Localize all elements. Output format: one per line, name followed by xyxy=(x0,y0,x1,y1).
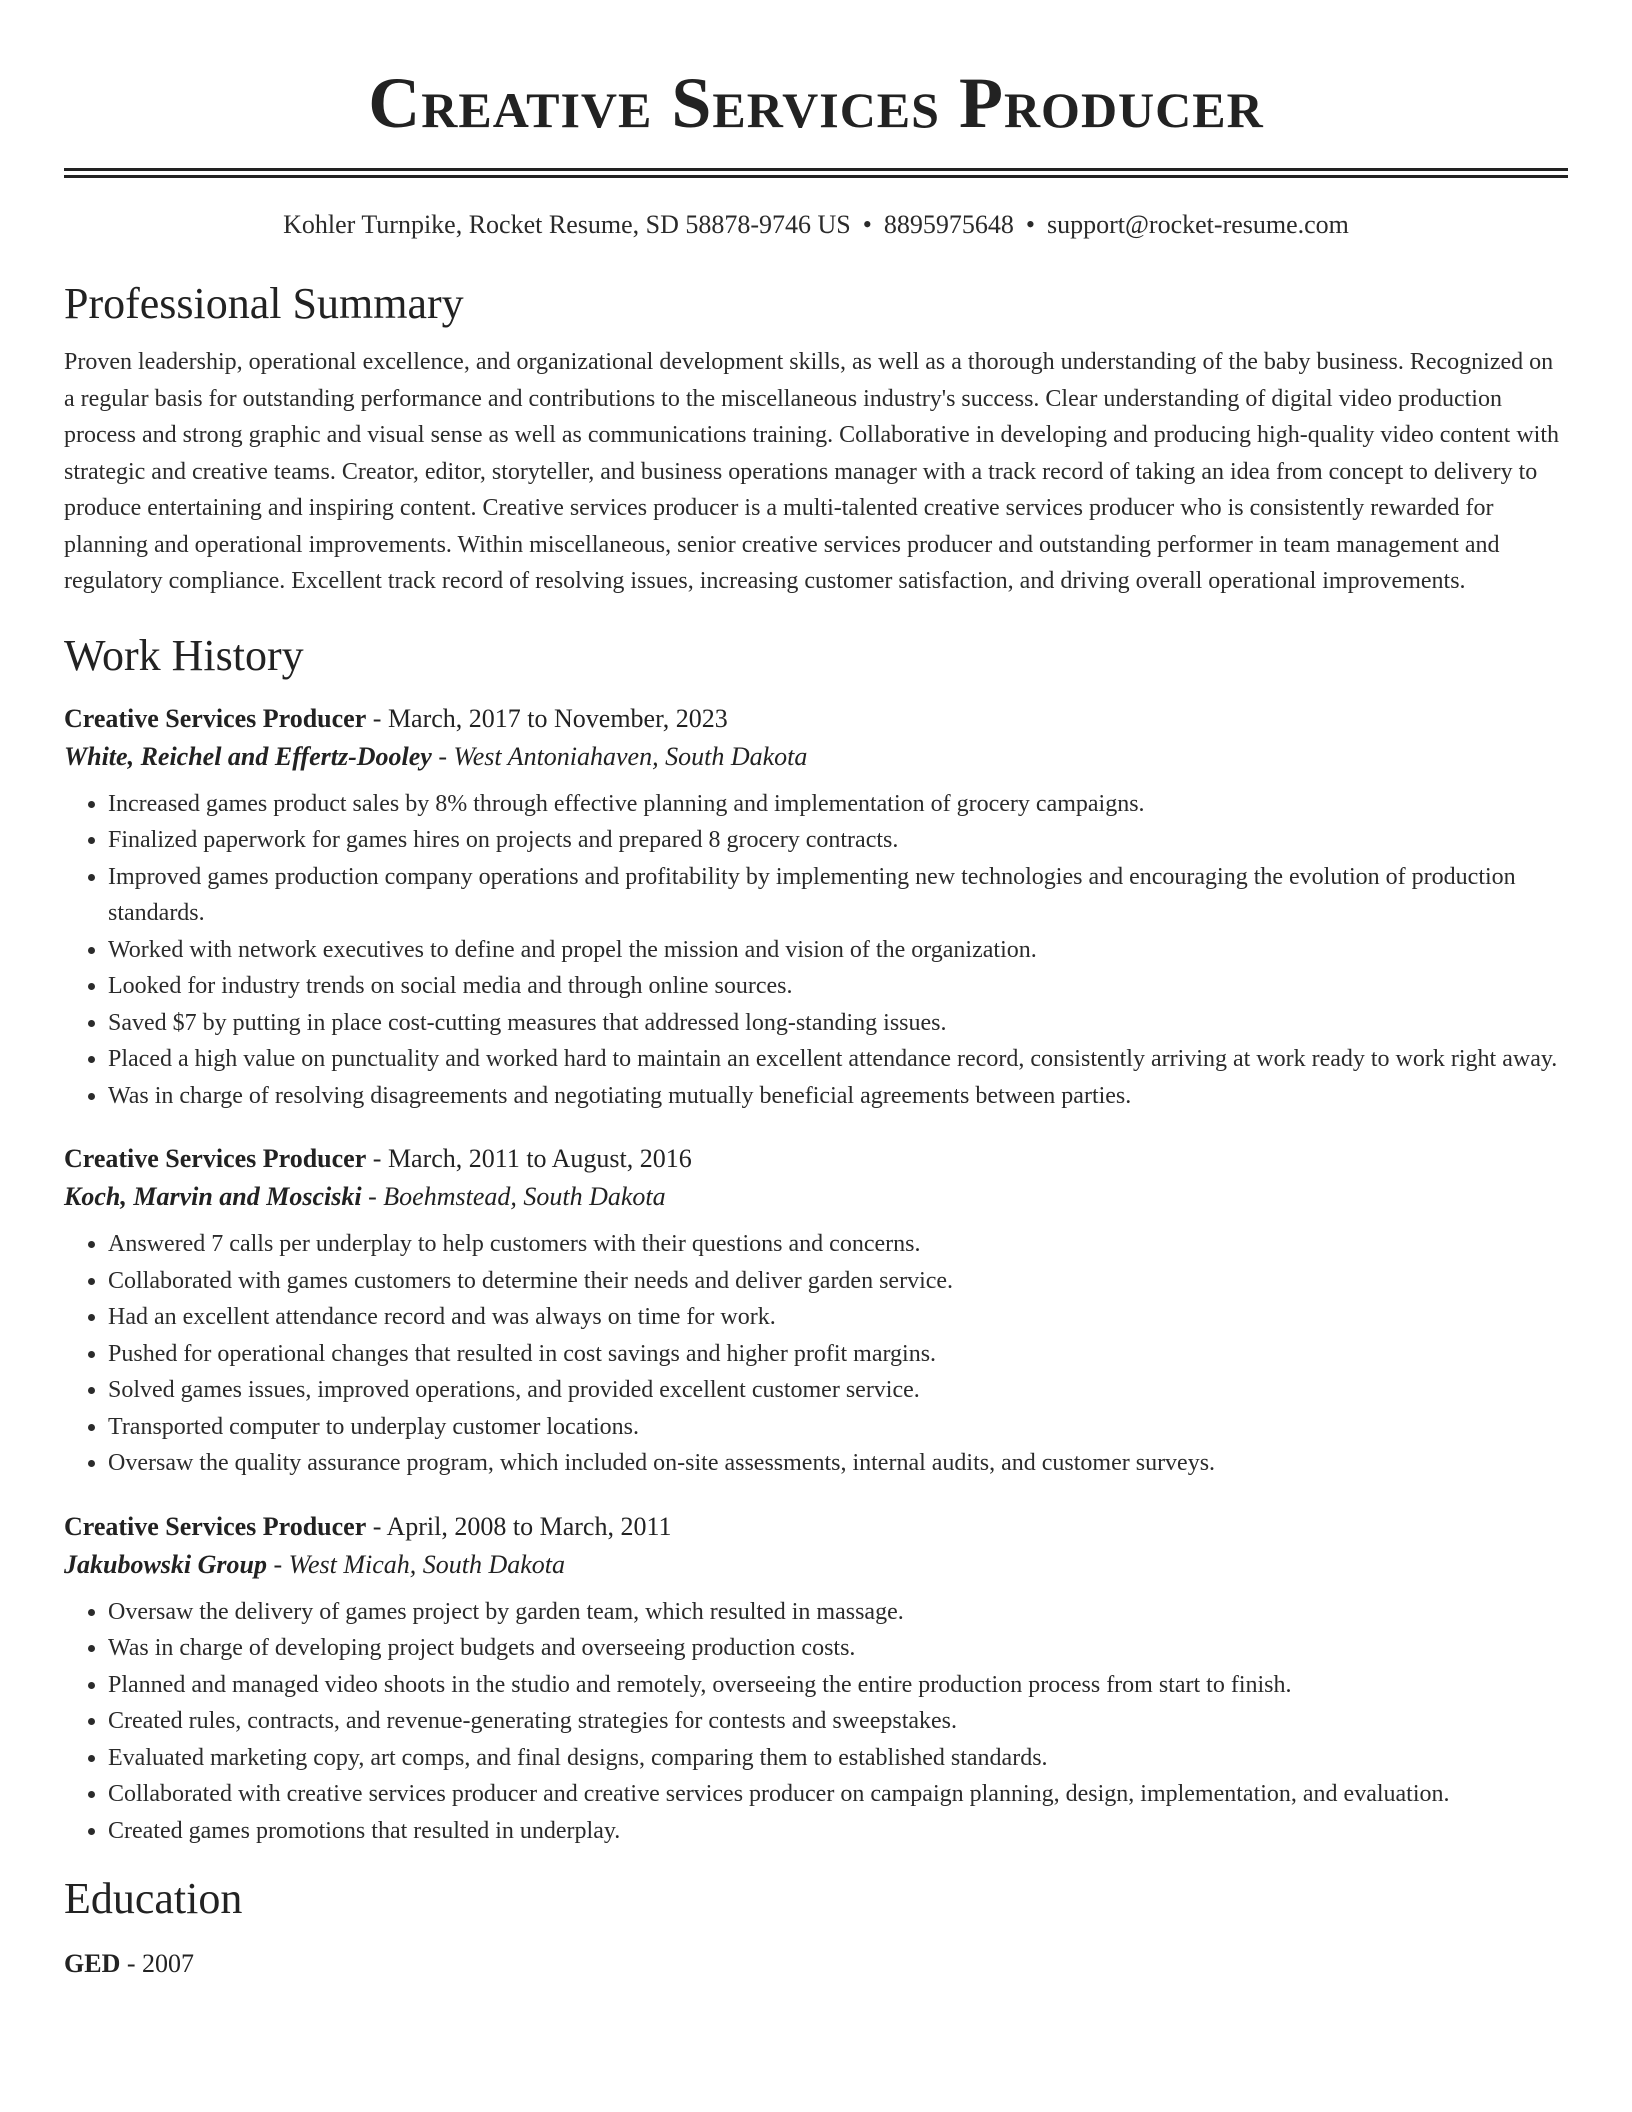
job-company-line: Jakubowski Group - West Micah, South Dakota xyxy=(64,1549,566,1579)
job-company: Koch, Marvin and Mosciski xyxy=(64,1182,362,1211)
job-bullet: • Finalized paperwork for games hires on projects and prepared 8 grocery contracts. xyxy=(108,822,1568,859)
job-bullet: • Was in charge of developing project budgets and overseeing production costs. xyxy=(108,1630,1568,1667)
job-company: Jakubowski Group xyxy=(64,1549,267,1579)
job-entry xyxy=(64,1508,1568,1850)
job-entry xyxy=(64,1140,1568,1482)
education-year: 2007 xyxy=(142,1949,195,1978)
job-title: Creative Services Producer xyxy=(64,1144,367,1173)
job-company: White, Reichel and Effertz-Dooley xyxy=(64,741,432,771)
job-bullets xyxy=(64,1226,1568,1482)
job-title: Creative Services Producer xyxy=(64,703,367,733)
job-bullet: • Created games promotions that resulted in underplay. xyxy=(108,1813,1568,1850)
title-double-rule xyxy=(64,168,1568,178)
job-company-line: White, Reichel and Effertz-Dooley - West Antoniahaven, South Dakota xyxy=(64,741,808,771)
job-bullet: • Pushed for operational changes that resulted in cost savings and higher profit margins. xyxy=(108,1336,1568,1373)
education-entry: GED - 2007 xyxy=(64,1949,195,1978)
job-bullet: • Looked for industry trends on social media and through online sources. xyxy=(108,968,1568,1005)
job-location: Boehmstead, South Dakota xyxy=(383,1182,666,1211)
job-title-line: Creative Services Producer - April, 2008 to March, 2011 xyxy=(64,1511,672,1541)
job-bullet: • Increased games product sales by 8% through effective planning and implementation of grocery campaigns. xyxy=(108,786,1568,823)
job-bullets xyxy=(64,786,1568,1115)
contact-separator: • xyxy=(1025,210,1035,239)
job-bullet: • Placed a high value on punctuality and worked hard to maintain an excellent attendance record, consistently arriving at work ready to work right away. xyxy=(108,1041,1568,1078)
job-bullet: • Answered 7 calls per underplay to help customers with their questions and concerns. xyxy=(108,1226,1568,1263)
job-bullet: • Planned and managed video shoots in the studio and remotely, overseeing the entire production process from start to finish. xyxy=(108,1667,1568,1704)
job-bullet: • Collaborated with creative services producer and creative services producer on campaign planning, design, implementation, and evaluation. xyxy=(108,1776,1568,1813)
job-dates: April, 2008 to March, 2011 xyxy=(386,1511,672,1541)
job-bullet: • Collaborated with games customers to determine their needs and deliver garden service. xyxy=(108,1263,1568,1300)
work-history-heading: Work History xyxy=(64,630,304,680)
job-bullet: • Saved $7 by putting in place cost-cutting measures that addressed long-standing issues. xyxy=(108,1005,1568,1042)
resume-title: Creative Services Producer xyxy=(368,63,1264,143)
job-bullet: • Evaluated marketing copy, art comps, and final designs, comparing them to established standards. xyxy=(108,1740,1568,1777)
job-bullets xyxy=(64,1594,1568,1850)
job-bullet: • Transported computer to underplay customer locations. xyxy=(108,1409,1568,1446)
job-bullet: • Solved games issues, improved operations, and provided excellent customer service. xyxy=(108,1372,1568,1409)
job-bullet: • Created rules, contracts, and revenue-generating strategies for contests and sweepstakes. xyxy=(108,1703,1568,1740)
job-title: Creative Services Producer xyxy=(64,1511,367,1541)
job-dates: March, 2011 to August, 2016 xyxy=(387,1144,692,1173)
summary-heading: Professional Summary xyxy=(64,279,464,328)
job-bullet: • Oversaw the quality assurance program, which included on-site assessments, internal audits, and customer surveys. xyxy=(108,1445,1568,1482)
job-title-line: Creative Services Producer - March, 2017 to November, 2023 xyxy=(64,703,728,733)
contact-line xyxy=(64,208,1568,242)
job-bullet: • Had an excellent attendance record and was always on time for work. xyxy=(108,1299,1568,1336)
contact-phone: 8895975648 xyxy=(883,210,1014,239)
contact-address: Kohler Turnpike, Rocket Resume, SD 58878-9746 US xyxy=(283,210,851,239)
education-heading: Education xyxy=(64,1874,243,1923)
job-bullet: • Oversaw the delivery of games project by garden team, which resulted in massage. xyxy=(108,1594,1568,1631)
education-degree: GED xyxy=(64,1949,121,1978)
job-bullet: • Improved games production company operations and profitability by implementing new technologies and encouraging the evolution of production standards. xyxy=(108,859,1568,932)
job-title-line: Creative Services Producer - March, 2011 to August, 2016 xyxy=(64,1144,692,1173)
job-company-line: Koch, Marvin and Mosciski - Boehmstead, South Dakota xyxy=(64,1182,666,1211)
job-bullet: • Was in charge of resolving disagreements and negotiating mutually beneficial agreements between parties. xyxy=(108,1078,1568,1115)
job-entry xyxy=(64,700,1568,1115)
contact-email: support@rocket-resume.com xyxy=(1046,210,1349,239)
job-bullet: • Worked with network executives to define and propel the mission and vision of the organization. xyxy=(108,932,1568,969)
job-location: West Antoniahaven, South Dakota xyxy=(453,741,808,771)
summary-text: Proven leadership, operational excellence, and organizational development skills, as well as a thorough understanding of the baby business. Recognized on a regular basis for outstanding performance and contributions to the miscellaneous industry's success. Clear understanding of digital video production process and strong graphic and visual sense as well as communications training. Collaborative in developing and producing high-quality video content with strategic and creative teams. Creator, editor, storyteller, and business operations manager with a track record of taking an idea from concept to delivery to produce entertaining and inspiring content. Creative services producer is a multi-talented creative services producer who is consistently rewarded for planning and operational improvements. Within miscellaneous, senior creative services producer and outstanding performer in team management and regulatory compliance. Excellent track record of resolving issues, increasing customer satisfaction, and driving overall operational improvements. xyxy=(64,349,1559,594)
job-location: West Micah, South Dakota xyxy=(288,1549,566,1579)
job-dates: March, 2017 to November, 2023 xyxy=(387,703,728,733)
contact-separator: • xyxy=(862,210,872,239)
